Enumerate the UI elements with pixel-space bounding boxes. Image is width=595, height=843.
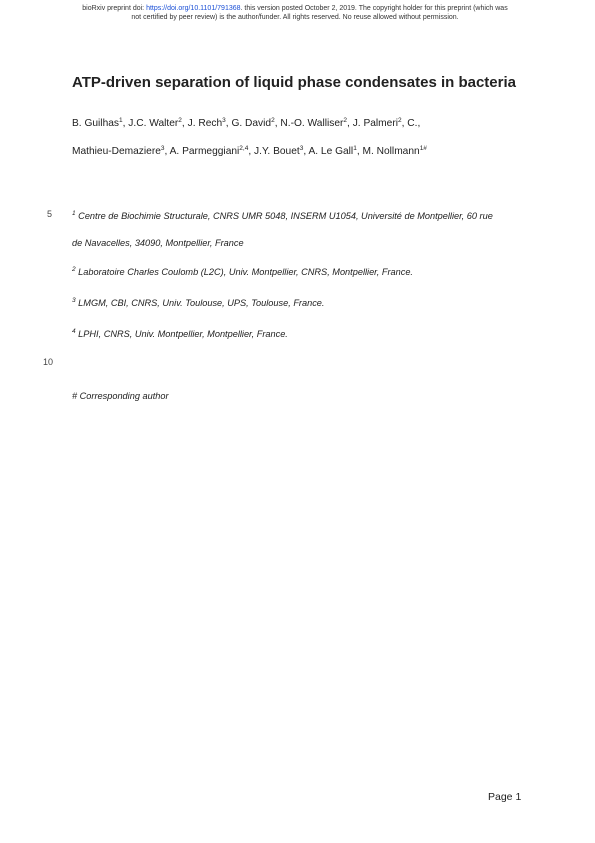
- author-name: M. Nollmann: [362, 146, 420, 157]
- line-number: 5: [47, 209, 53, 219]
- affiliation-3: $^3$ LMGM, CBI, CNRS, Univ. Toulouse, UPS, Toulouse, France.: [72, 297, 325, 308]
- author-name: A. Le Gall: [308, 146, 354, 157]
- line-number: 10: [43, 357, 54, 367]
- doi-link[interactable]: https://doi.org/10.1101/791368: [146, 5, 241, 12]
- corresponding-author-note: # Corresponding author: [72, 391, 169, 401]
- author-affiliation-mark: 3: [299, 145, 304, 152]
- author-affiliation-mark: 1#: [419, 145, 427, 152]
- preprint-notice-line1: bioRxiv preprint doi: https://doi.org/10.1101/791368. this version posted October 2, 2019. The copyright holder for this preprint (which was: [82, 5, 508, 12]
- author-name: A. Parmeggiani: [169, 146, 240, 157]
- author-affiliation-mark: 3: [160, 145, 165, 152]
- author-name: J. Rech: [187, 118, 223, 129]
- author-affiliation-mark: 2: [178, 117, 182, 124]
- author-affiliation-mark: 2: [343, 117, 348, 124]
- author-name: G. David: [231, 118, 272, 129]
- page-number: Page 1: [488, 791, 522, 803]
- author-affiliation-mark: 2: [397, 117, 402, 124]
- affiliation-1: $^1$ Centre de Biochimie Structurale, CNRS UMR 5048, INSERM U1054, Université de Montpellier, 60 rue: [72, 210, 493, 221]
- author-affiliation-mark: 1: [353, 145, 357, 152]
- preprint-notice: [40, 5, 550, 22]
- affiliation-number: 2: [72, 266, 76, 273]
- affiliation-number: 1: [72, 210, 76, 217]
- author-line-2: Mathieu-Demaziere$^3$, A. Parmeggiani$^{2,4}$, J.Y. Bouet$^3$, A. Le Gall$^1$, M. Nollmann$^{1\#}$: [72, 145, 427, 157]
- author-name: Mathieu-Demaziere: [72, 146, 161, 157]
- preprint-notice-line2: not certified by peer review) is the author/funder. All rights reserved. No reuse allowed without permission.: [131, 13, 459, 21]
- affiliation-1-continued: de Navacelles, 34090, Montpellier, France: [72, 238, 244, 248]
- author-name: N.-O. Walliser: [280, 118, 344, 129]
- author-name: B. Guilhas: [72, 118, 119, 129]
- author-name: J.C. Walter: [128, 118, 179, 129]
- author-affiliation-mark: 2: [271, 117, 275, 124]
- author-affiliation-mark: 1: [119, 117, 123, 124]
- author-affiliation-mark: 2,4: [239, 145, 249, 152]
- affiliation-number: 4: [72, 328, 76, 335]
- affiliation-number: 3: [72, 297, 76, 304]
- affiliation-4: $^4$ LPHI, CNRS, Univ. Montpellier, Montpellier, France.: [72, 328, 288, 339]
- paper-title: ATP-driven separation of liquid phase condensates in bacteria: [72, 74, 516, 91]
- author-name: J.Y. Bouet: [254, 146, 300, 157]
- author-name: J. Palmeri: [352, 118, 398, 129]
- author-affiliation-mark: 3: [222, 117, 226, 124]
- author-line-1: B. Guilhas$^1$, J.C. Walter$^2$, J. Rech$^3$, G. David$^2$, N.-O. Walliser$^2$, J. Palmeri$^2$, C.,: [72, 117, 421, 129]
- affiliation-2: $^2$ Laboratoire Charles Coulomb (L2C), Univ. Montpellier, CNRS, Montpellier, France.: [72, 266, 413, 277]
